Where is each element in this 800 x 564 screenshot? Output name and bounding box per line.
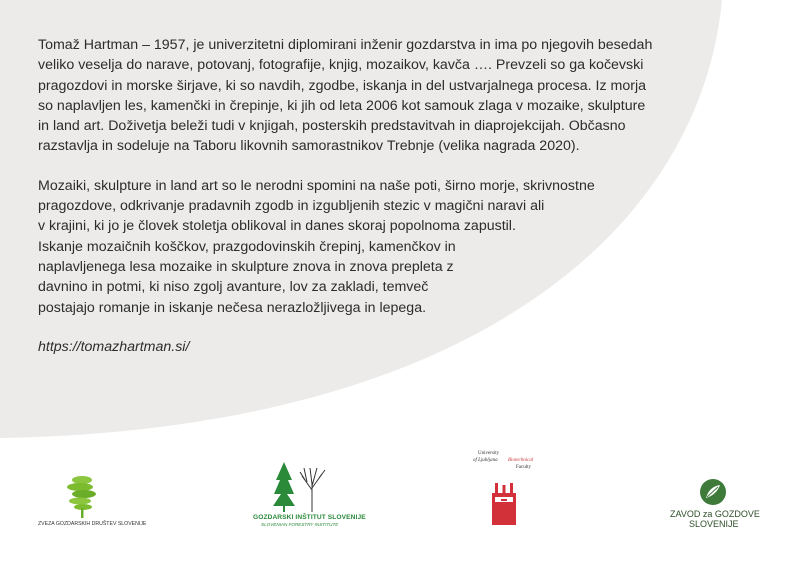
green-tree-icon: [58, 472, 106, 520]
faculty-line3: Biotechnical: [508, 458, 534, 463]
text-line: Tomaž Hartman – 1957, je univerzitetni diplomirani inženir gozdarstva in ima po njegovih besedah: [38, 37, 653, 53]
zavod-logo: [699, 478, 727, 511]
text-line: v krajini, ki jo je človek stoletja oblikoval in danes skoraj popolnoma zapustil.: [38, 218, 516, 235]
website-link[interactable]: https://tomazhartman.si/: [38, 338, 190, 355]
gozdarski-institut-sublabel: SLOVENIAN FORESTRY INSTITUTE: [261, 522, 339, 527]
trees-icon: [272, 460, 328, 514]
gozdarski-institut-logo: [272, 460, 328, 519]
text-line: postajajo romanje in iskanje nečesa nerazložljivega in lepega.: [38, 299, 427, 316]
zavod-label-line2: SLOVENIJE: [689, 519, 739, 529]
text-line: davnino in potmi, ki niso zgolj avanture, lov za zakladi, temveč: [38, 279, 429, 296]
zveza-logo: [58, 472, 106, 525]
faculty-emblem-icon: [492, 483, 516, 525]
paragraph-works: [38, 176, 678, 318]
faculty-line1: University: [478, 451, 500, 456]
text-line: razstavlja in sodeluje na Taboru likovnih samorastnikov Trebnje (velika nagrada 2020).: [38, 138, 580, 155]
biotechnical-faculty-logo: [492, 483, 516, 530]
zavod-label-line1: ZAVOD za GOZDOVE: [670, 509, 760, 519]
text-line: veliko veselja do narave, potovanj, fotografije, knjig, mozaikov, kavča …. Prevzeli so ga kočevski: [38, 57, 644, 74]
text-line: in land art. Doživetja beleži tudi v knjigah, posterskih predstavitvah in diaprojekcijah. Občasno: [38, 118, 626, 135]
zveza-label: ZVEZA GOZDARSKIH DRUŠTEV SLOVENIJE: [38, 521, 147, 527]
biography-text: [38, 35, 678, 357]
text-line: Iskanje mozaičnih koščkov, prazgodovinskih črepinj, kamenčkov in: [38, 238, 456, 255]
text-line: pragozdovi in morske širjave, ki so navdih, zgodbe, iskanja in del ustvarjalnega procesa. Iz morja: [38, 77, 647, 94]
text-line: naplavljenega lesa mozaike in skulpture znova in znova prepleta z: [38, 258, 454, 275]
faculty-line4: Faculty: [516, 465, 531, 470]
paragraph-biography: [38, 35, 678, 157]
text-line: so naplavljen les, kamenčki in črepinje, ki jih od leta 2006 kot samouk zlaga v mozaike, skulpture: [38, 97, 646, 114]
text-line: Mozaiki, skulpture in land art so le nerodni spomini na naše poti, širno morje, skrivnostne: [38, 177, 595, 194]
round-leaf-icon: [699, 478, 727, 506]
gozdarski-institut-label: GOZDARSKI INŠTITUT SLOVENIJE: [253, 514, 366, 521]
text-line: pragozdove, odkrivanje pradavnih zgodb in izgubljenih stezic v magični naravi ali: [38, 198, 545, 215]
faculty-line2: of Ljubljana: [473, 458, 498, 463]
